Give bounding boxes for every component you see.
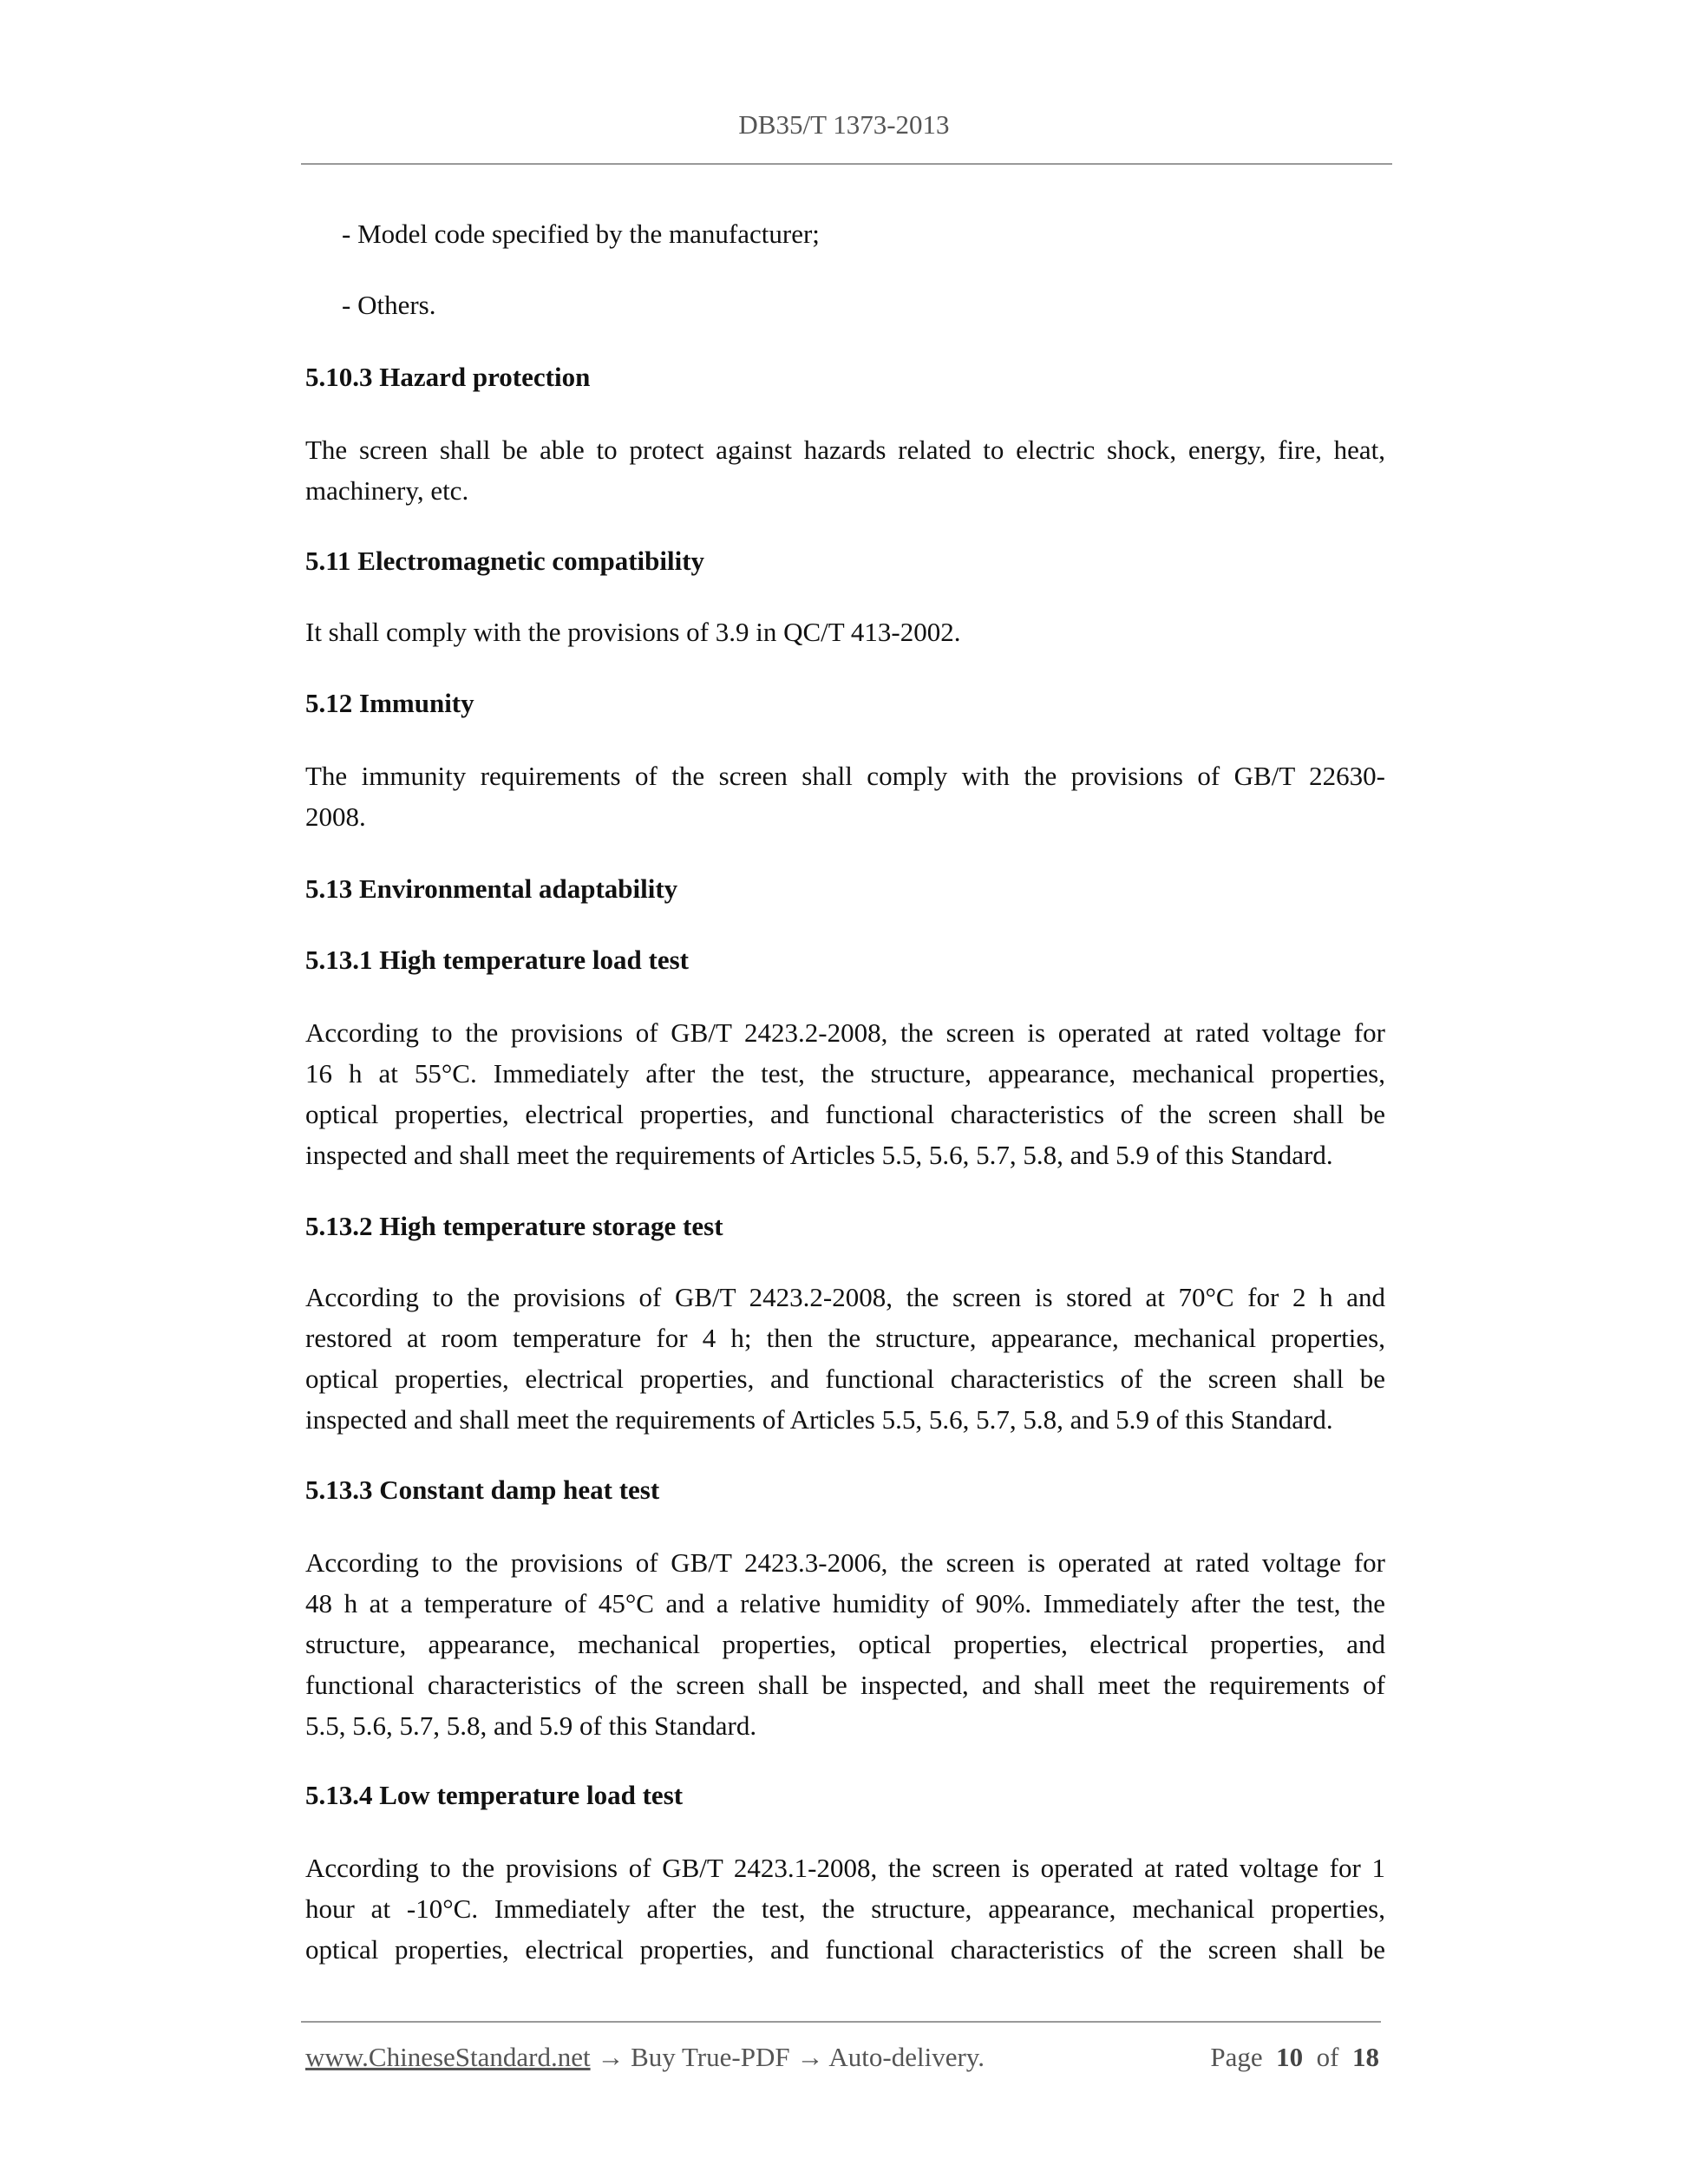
arrow-right-icon: → <box>796 2042 824 2072</box>
arrow-right-icon: → <box>597 2042 625 2072</box>
section-heading <box>305 1775 1385 1815</box>
text-line: structure, appearance, mechanical properties, optical properties, electrical properties, and <box>305 1629 1385 1659</box>
text-line: restored at room temperature for 4 h; then the structure, appearance, mechanical properties, <box>305 1323 1385 1353</box>
chinesestandard-link[interactable]: www.ChineseStandard.net <box>305 2042 591 2072</box>
document-header-id: DB35/T 1373-2013 <box>738 109 950 140</box>
text-line: 16 h at 55°C. Immediately after the test, the structure, appearance, mechanical properties, <box>305 1058 1385 1089</box>
text-line: machinery, etc. <box>305 475 469 506</box>
of-label: of <box>1316 2042 1339 2072</box>
list-item <box>342 284 1422 325</box>
text-line: - Model code specified by the manufacturer; <box>342 219 820 249</box>
buy-pdf-text: Buy True-PDF <box>631 2042 790 2072</box>
text-line: 5.10.3 Hazard protection <box>305 362 591 392</box>
paragraph <box>305 1542 1385 1746</box>
list-item <box>342 213 1422 254</box>
text-line: According to the provisions of GB/T 2423.1-2008, the screen is operated at rated voltage for 1 <box>305 1853 1385 1883</box>
text-line: 5.13 Environmental adaptability <box>305 873 678 904</box>
section-heading <box>305 1206 1385 1246</box>
text-line: 5.12 Immunity <box>305 688 474 718</box>
text-line: 5.13.1 High temperature load test <box>305 945 689 975</box>
text-line: The screen shall be able to protect against hazards related to electric shock, energy, fire, heat, <box>305 435 1385 465</box>
section-heading <box>305 356 1385 397</box>
text-line: 5.11 Electromagnetic compatibility <box>305 546 705 576</box>
paragraph <box>305 429 1385 511</box>
text-line: inspected and shall meet the requirements of Articles 5.5, 5.6, 5.7, 5.8, and 5.9 of this Standard. <box>305 1404 1333 1435</box>
footer-left <box>305 2042 985 2073</box>
text-line: - Others. <box>342 290 436 320</box>
text-line: 2008. <box>305 801 366 832</box>
text-line: 5.13.3 Constant damp heat test <box>305 1475 660 1505</box>
footer-divider <box>301 2021 1381 2023</box>
current-page: 10 <box>1276 2042 1304 2072</box>
section-heading <box>305 683 1385 723</box>
paragraph <box>305 1277 1385 1440</box>
text-line: The immunity requirements of the screen shall comply with the provisions of GB/T 22630- <box>305 761 1385 791</box>
total-pages: 18 <box>1352 2042 1379 2072</box>
header-divider <box>301 163 1392 165</box>
section-heading <box>305 939 1385 980</box>
auto-delivery-text: Auto-delivery. <box>828 2042 985 2072</box>
text-line: It shall comply with the provisions of 3.9 in QC/T 413-2002. <box>305 617 961 647</box>
text-line: 5.13.4 Low temperature load test <box>305 1780 684 1810</box>
paragraph <box>305 611 1385 652</box>
section-heading <box>305 1469 1385 1510</box>
text-line: According to the provisions of GB/T 2423.2-2008, the screen is operated at rated voltage for <box>305 1017 1385 1048</box>
text-line: 5.5, 5.6, 5.7, 5.8, and 5.9 of this Standard. <box>305 1710 757 1741</box>
paragraph <box>305 1847 1385 1970</box>
text-line: 48 h at a temperature of 45°C and a relative humidity of 90%. Immediately after the test, the <box>305 1588 1385 1618</box>
text-line: optical properties, electrical properties, and functional characteristics of the screen shall be <box>305 1363 1385 1394</box>
section-heading <box>305 540 1385 581</box>
text-line: 5.13.2 High temperature storage test <box>305 1211 723 1241</box>
section-heading <box>305 868 1385 909</box>
page-indicator <box>1210 2042 1379 2073</box>
text-line: inspected and shall meet the requirements of Articles 5.5, 5.6, 5.7, 5.8, and 5.9 of this Standard. <box>305 1140 1333 1170</box>
text-line: optical properties, electrical properties, and functional characteristics of the screen shall be <box>305 1934 1385 1965</box>
text-line: hour at -10°C. Immediately after the test, the structure, appearance, mechanical properties, <box>305 1893 1385 1924</box>
text-line: According to the provisions of GB/T 2423.3-2006, the screen is operated at rated voltage for <box>305 1547 1385 1578</box>
page-label: Page <box>1210 2042 1263 2072</box>
text-line: functional characteristics of the screen shall be inspected, and shall meet the requirements of <box>305 1670 1385 1700</box>
paragraph <box>305 1012 1385 1175</box>
text-line: According to the provisions of GB/T 2423.2-2008, the screen is stored at 70°C for 2 h and <box>305 1282 1385 1312</box>
text-line: optical properties, electrical properties, and functional characteristics of the screen shall be <box>305 1099 1385 1129</box>
paragraph <box>305 755 1385 837</box>
